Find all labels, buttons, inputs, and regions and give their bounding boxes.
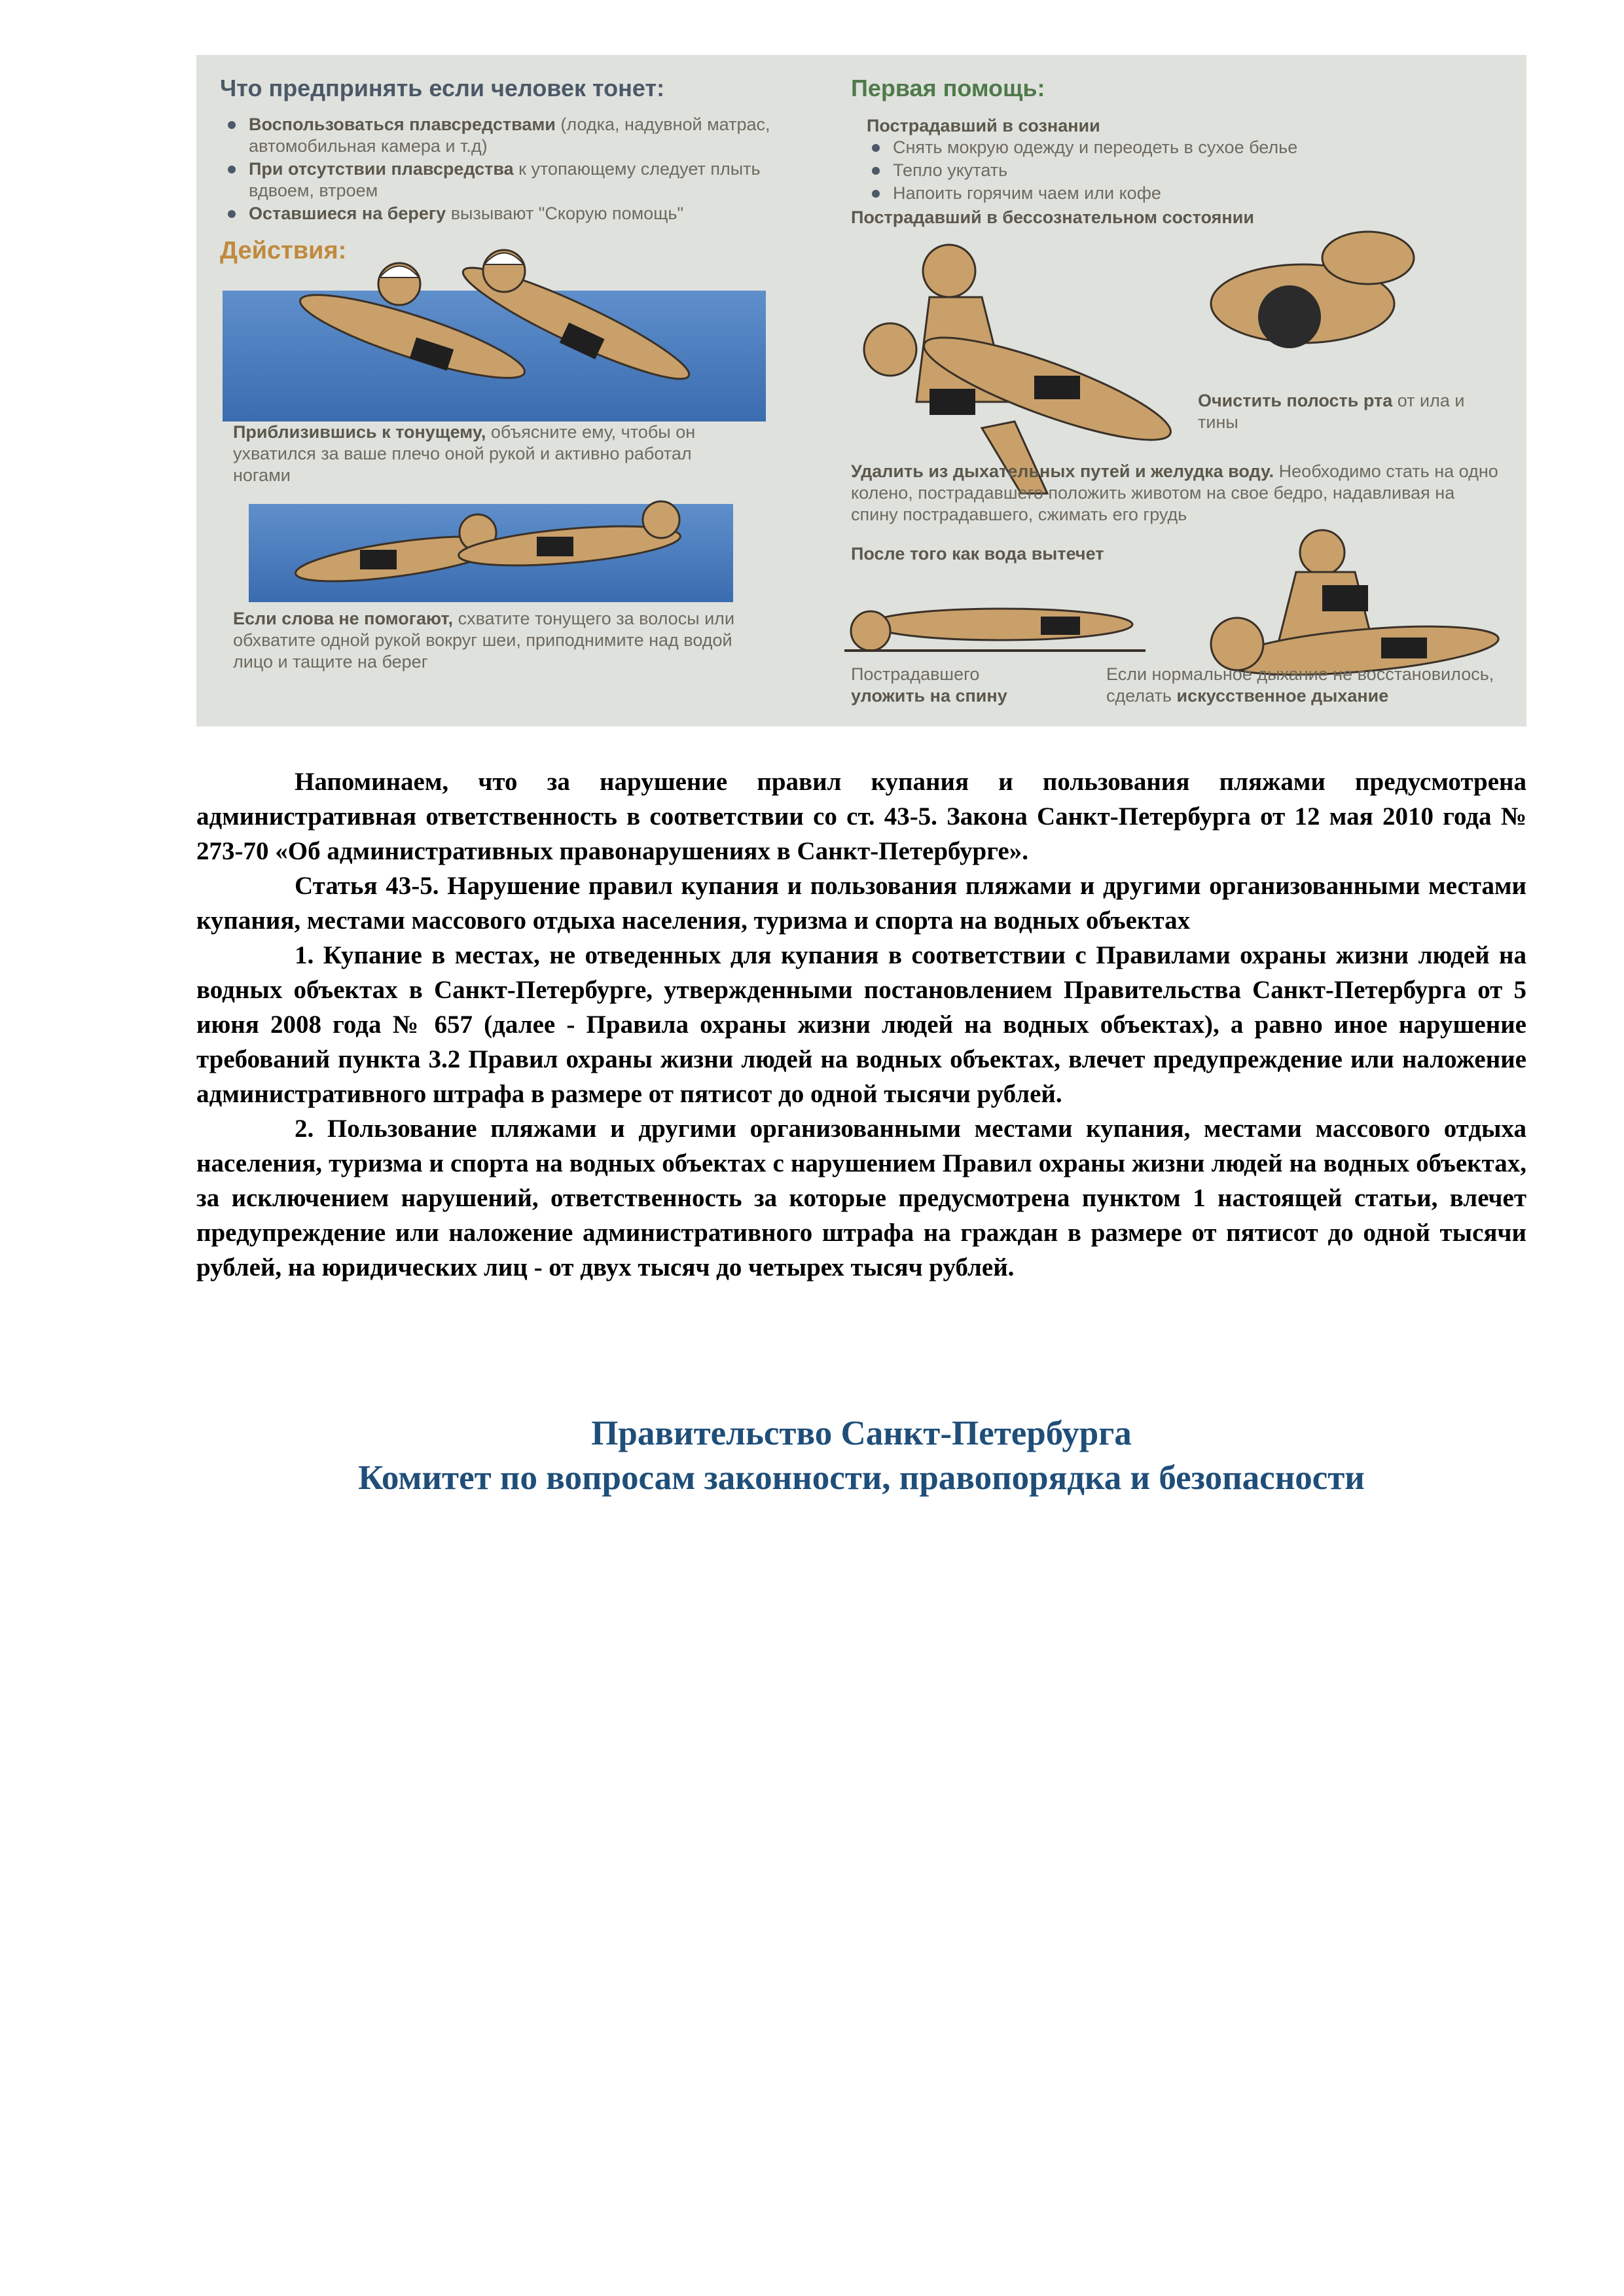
conscious-title: Пострадавший в сознании bbox=[867, 116, 1100, 135]
article-text bbox=[196, 764, 1526, 1285]
swimmers-illustration-2 bbox=[249, 487, 733, 618]
mouth-clean-illustration bbox=[1198, 219, 1427, 369]
paragraph-clause-1: 1. Купание в местах, не отведенных для купания в соответствии с Правилами охраны жизни людей на водных объектах в Санкт-Петербурге, утвержденными постановлением Правительства Санкт-Петербурга от 5 июня 2008 года № 657 (далее - Правила охраны жизни людей на водных объектах), а равно иное нарушение требований пункта 3.2 Правил охраны жизни людей на водных объектах, влечет предупреждение или наложение административного штрафа в размере от пятисот до одной тысячи рублей. bbox=[196, 941, 1526, 1108]
clean-mouth-text: Очистить полость рта от ила и тины bbox=[1198, 391, 1465, 432]
left-bullets bbox=[223, 114, 799, 226]
swimmers-illustration-1 bbox=[223, 238, 766, 448]
paragraph-clause-2: 2. Пользование пляжами и другими организованными местами купания, местами массового отдыха населения, туризма и спорта на водных объектах с нарушением Правил охраны жизни людей на водных объектах, за исключением нарушений, ответственность за которые предусмотрена пунктом 1 настоящей статьи, влечет предупреждение или наложение административного штрафа на граждан в размере от пятисот до одной тысячи рублей, на юридических лиц - от двух тысяч до четырех тысяч рублей. bbox=[196, 1115, 1526, 1282]
bullet-floats: Воспользоваться плавсредствами (лодка, надувной матрас, автомобильная камера и т.д) bbox=[223, 114, 799, 157]
conscious-block bbox=[867, 115, 1508, 206]
unconscious-title: Пострадавший в бессознательном состоянии bbox=[851, 207, 1254, 227]
paragraph-article-title: Статья 43-5. Нарушение правил купания и пользования пляжами и другими организованными местами купания, местами массового отдыха населения, туризма и спорта на водных объектах bbox=[196, 872, 1526, 935]
paragraph-reminder: Напоминаем, что за нарушение правил купания и пользования пляжами предусмотрена административная ответственность в соответствии со ст. 43-5. Закона Санкт-Петербурга от 12 мая 2010 года № 273-70 «Об административных правонарушениях в Санкт-Петербурге». bbox=[196, 768, 1526, 865]
actions-title: Действия: bbox=[220, 237, 347, 264]
conscious-item: Снять мокрую одежду и переодеть в сухое белье bbox=[867, 137, 1508, 158]
after-water-title: После того как вода вытечет bbox=[851, 544, 1104, 564]
lying-victim-illustration bbox=[844, 579, 1146, 670]
bullet-no-floats: При отсутствии плавсредства к утопающему следует плыть вдвоем, втроем bbox=[223, 158, 799, 202]
step2-text: Если слова не помогают, схватите тонущего за волосы или обхватите одной рукой вокруг шеи, приподнимите над водой лицо и тащите на берег bbox=[233, 609, 735, 672]
bullet-shore: Оставшиеся на берегу вызывают "Скорую помощь" bbox=[223, 203, 799, 224]
conscious-item: Напоить горячим чаем или кофе bbox=[867, 183, 1508, 204]
remove-water-text: Удалить из дыхательных путей и желудка воду. Необходимо стать на одно колено, пострадавшего положить животом на свое бедро, надавливая на спину пострадавшего, сжимать его грудь bbox=[851, 461, 1498, 524]
footer-line1: Правительство Санкт-Петербурга bbox=[591, 1414, 1132, 1452]
breathing-text: Если нормальное дыхание не восстановилось, сделать искусственное дыхание bbox=[1106, 664, 1494, 706]
conscious-item: Тепло укутать bbox=[867, 160, 1508, 181]
lay-back-text: Пострадавшего уложить на спину bbox=[851, 664, 1007, 706]
left-title: Что предпринять если человек тонет: bbox=[220, 75, 665, 101]
right-title: Первая помощь: bbox=[851, 75, 1045, 101]
footer-line2: Комитет по вопросам законности, правопорядка и безопасности bbox=[358, 1459, 1365, 1497]
first-aid-poster bbox=[196, 55, 1526, 726]
step1-text: Приблизившись к тонущему, объясните ему, чтобы он ухватился за ваше плечо оной рукой и активно работал ногами bbox=[233, 422, 696, 485]
